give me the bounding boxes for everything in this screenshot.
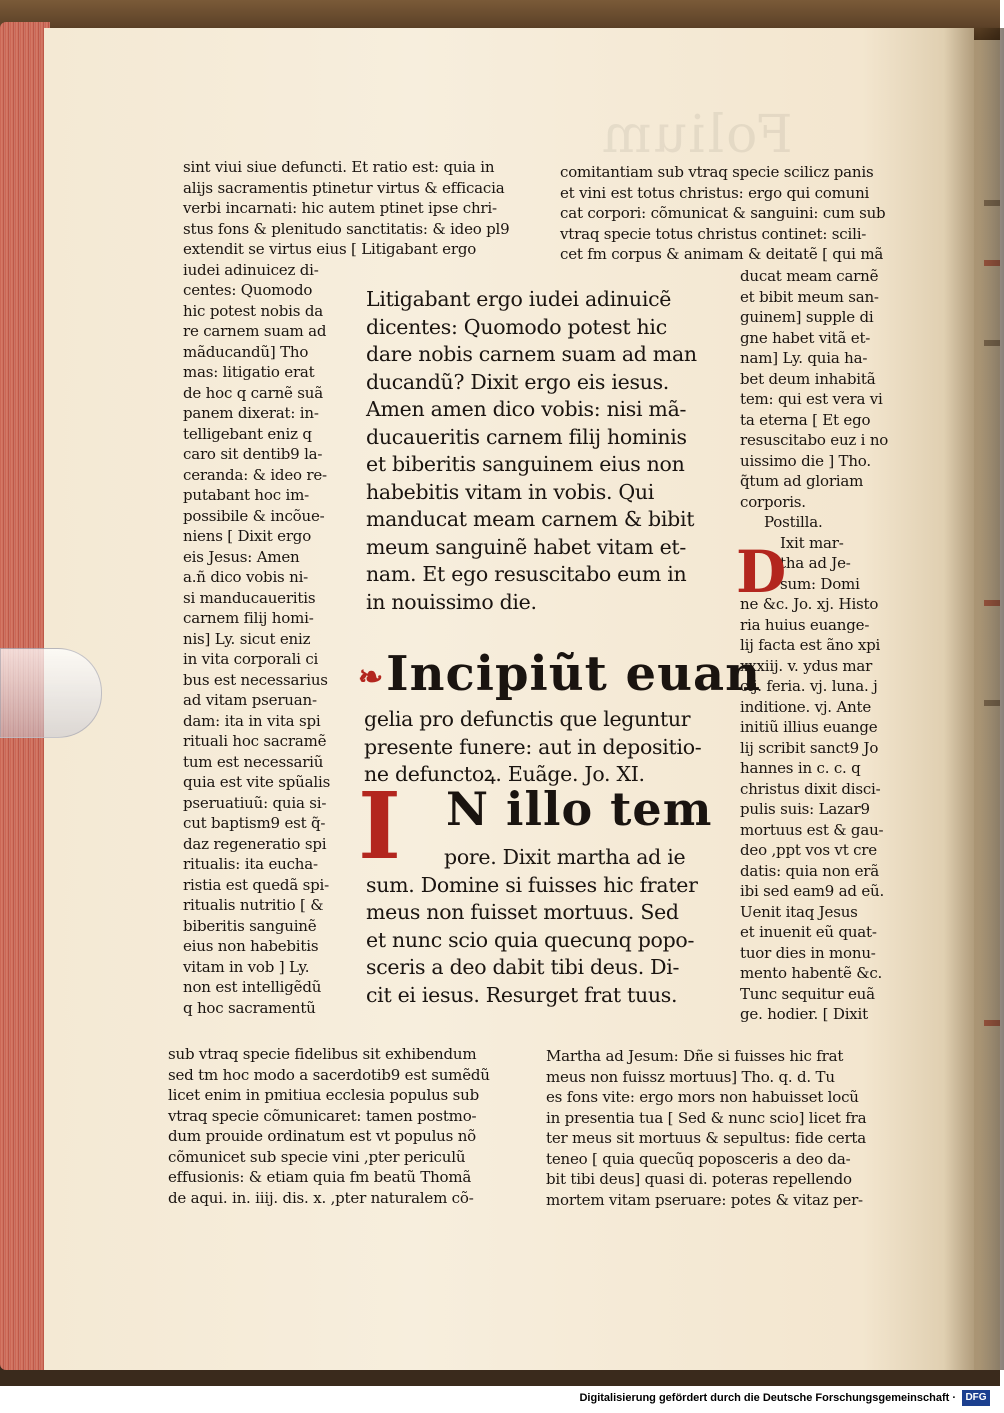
text-line: verbi incarnati: hic autem ptinet ipse chri-	[183, 199, 497, 217]
text-line: lij facta est ãno xpi	[740, 636, 881, 654]
text-line: et vini est totus christus: ergo qui comuni	[560, 183, 870, 202]
gospel-opening: N illo tem	[446, 782, 713, 836]
text-line: Uenit itaq Jesus	[740, 902, 858, 921]
text-line: in nouissimo die.	[366, 589, 537, 614]
text-line: de aqui. in. iiij. dis. x. ,pter naturalem cõ-	[168, 1188, 474, 1207]
text-line: in vita corporali ci	[183, 650, 319, 668]
footer-caption: Digitalisierung gefördert durch die Deutsche Forschungsgemeinschaft ·	[579, 1392, 956, 1404]
text-line: initiũ illius euange	[740, 718, 878, 736]
text-line: ne &c. Jo. xj. Histo	[740, 595, 879, 613]
text-line: tuor dies in monu-	[740, 943, 876, 962]
incipit-subheading	[364, 706, 724, 789]
text-line: eius non habebitis	[183, 937, 319, 955]
text-line: hic potest nobis da	[183, 301, 323, 320]
text-line: presente funere: aut in depositio-	[364, 734, 702, 759]
red-initial-I: I	[358, 772, 402, 880]
text-line: quia est vite spũalis	[183, 773, 331, 791]
text-line: panem dixerat: in-	[183, 404, 319, 422]
text-line: cet fm corpus & animam & deitatẽ [ qui mã	[560, 245, 884, 263]
text-line: ducaueritis carnem filij hominis	[366, 424, 687, 449]
text-line: bus est necessarius	[183, 670, 328, 689]
text-line: ge. hodier. [ Dixit	[740, 1005, 868, 1023]
text-line: et biberitis sanguinem eius non	[366, 452, 685, 476]
text-line: Tunc sequitur euã	[740, 984, 875, 1003]
text-line: non est intelligẽdũ	[183, 978, 322, 996]
text-line: a.ñ dico vobis ni-	[183, 568, 309, 586]
text-line: nam] Ly. quia ha-	[740, 349, 868, 367]
text-line: et nunc scio quia quecunq popo-	[366, 927, 695, 952]
text-line: cõmunicet sub specie vini ,pter periculũ	[168, 1147, 466, 1166]
text-line: si manducaueritis	[183, 588, 316, 607]
text-line: centes: Quomodo	[183, 281, 313, 299]
text-line: inditione. vj. Ante	[740, 697, 872, 716]
text-line: bet deum inhabitã	[740, 369, 876, 388]
text-line: pseruatiuũ: quia si-	[183, 793, 327, 812]
text-line: tum est necessariũ	[183, 752, 324, 771]
text-line: manducat meam carnem & bibit	[366, 507, 695, 531]
text-line: in presentia tua [ Sed & nunc scio] licet fra	[546, 1108, 867, 1127]
rubric-ornament-icon: ❧	[358, 660, 385, 695]
text-line: eis Jesus: Amen	[183, 547, 300, 566]
text-line: resuscitabo euz i no	[740, 431, 889, 449]
text-line: gelia pro defunctis que leguntur	[364, 707, 691, 731]
text-line: ta eterna [ Et ego	[740, 410, 871, 429]
text-line: ne defunctoꝝ. Euãge. Jo. XI.	[364, 762, 645, 786]
text-line: mas: litigatio erat	[183, 363, 315, 381]
text-line: tem: qui est vera vi	[740, 390, 883, 408]
text-line: carnem filij homi-	[183, 609, 314, 627]
text-line: niens [ Dixit ergo	[183, 527, 312, 545]
text-line: vtraq specie cõmunicaret: tamen postmo-	[168, 1106, 477, 1125]
text-line: caro sit dentib9 la-	[183, 445, 323, 463]
text-line: cat corpori: cõmunicat & sanguini: cum sub	[560, 204, 886, 222]
text-line: habebitis vitam in vobis. Qui	[366, 479, 655, 504]
text-line: hannes in c. c. q	[740, 759, 861, 777]
text-line: ristia est quedã spi-	[183, 875, 329, 894]
text-line: nis] Ly. sicut eniz	[183, 629, 311, 648]
text-line: stus fons & plenitudo sanctitatis: & ideo pl9	[183, 219, 510, 238]
text-line: q hoc sacramentũ	[183, 998, 316, 1017]
text-line: uissimo die ] Tho.	[740, 451, 871, 470]
incipit-title: Incipiũt euan	[386, 646, 761, 702]
text-line: q̃tum ad gloriam	[740, 472, 864, 490]
text-line: sint viui siue defuncti. Et ratio est: quia in	[183, 158, 495, 176]
text-line: gne habet vitã et-	[740, 328, 871, 347]
text-line: es fons vite: ergo mors non habuisset locũ	[546, 1088, 859, 1106]
text-line: deo ,ppt vos vt cre	[740, 841, 877, 859]
text-line: Ixit mar-	[780, 533, 844, 552]
text-line: meum sanguinẽ habet vitam et-	[366, 534, 686, 559]
text-line: sum: Domi	[780, 574, 860, 593]
main-text-top	[366, 286, 726, 616]
text-line: mortem vitam pseruare: potes & vitaz per-	[546, 1190, 863, 1209]
text-line: putabant hoc im-	[183, 486, 309, 504]
left-gloss-bottom	[168, 1044, 528, 1208]
text-line: bit tibi deus] quasi di. poteras repellendo	[546, 1170, 852, 1188]
text-line: pulis suis: Lazar9	[740, 800, 870, 818]
text-line: dum prouide ordinatum est vt populus nõ	[168, 1127, 476, 1145]
text-line: pore. Dixit martha ad ie	[444, 845, 686, 869]
text-line: ria huius euange-	[740, 615, 870, 634]
incipit-heading	[358, 646, 761, 702]
text-line: Litigabant ergo iudei adinuicẽ	[366, 287, 672, 311]
text-line: christus dixit disci-	[740, 779, 881, 798]
text-line: nam. Et ego resuscitabo eum in	[366, 562, 687, 586]
page-gutter-shadow	[944, 28, 1004, 1370]
text-line: guinem] supple di	[740, 308, 874, 326]
text-line: datis: quia non erã	[740, 861, 879, 880]
book-clip	[0, 648, 102, 738]
text-line: vtraq specie totus christus continet: scili-	[560, 224, 867, 243]
text-line: teneo [ quia quecũq poposceris a deo da-	[546, 1149, 851, 1168]
text-line: comitantiam sub vtraq specie scilicz panis	[560, 163, 874, 181]
text-line: sed tm hoc modo a sacerdotib9 est sumẽdũ	[168, 1065, 490, 1084]
text-line: Postilla.	[764, 513, 823, 531]
text-line: lij scribit sanct9 Jo	[740, 738, 879, 757]
text-line: corporis.	[740, 492, 806, 511]
text-line: Martha ad Jesum: Dñe si fuisses hic frat	[546, 1047, 844, 1065]
right-gloss-bottom	[546, 1046, 906, 1210]
text-line: Amen amen dico vobis: nisi mã-	[366, 397, 687, 421]
text-line: cut baptism9 est q̃-	[183, 814, 326, 832]
text-line: ritualis: ita eucha-	[183, 855, 318, 873]
text-line: et bibit meum san-	[740, 287, 879, 306]
text-line: tha ad Je-	[780, 554, 851, 572]
text-line: extendit se virtus eius [ Litigabant ergo	[183, 240, 477, 258]
text-line: de hoc q carnẽ suã	[183, 383, 323, 402]
text-line: meus non fuissz mortuus] Tho. q. d. Tu	[546, 1067, 835, 1086]
text-line: biberitis sanguinẽ	[183, 916, 317, 935]
text-line: possibile & incõue-	[183, 506, 325, 525]
text-line: meus non fuisset mortuus. Sed	[366, 900, 679, 924]
text-line: alijs sacramentis ptinetur virtus & efficacia	[183, 178, 505, 197]
right-gloss-top	[560, 162, 910, 265]
text-line: re carnem suam ad	[183, 322, 327, 340]
text-line: xxxiij. v. ydus mar	[740, 656, 873, 675]
text-line: licet enim in pmitiua ecclesia populus sub	[168, 1086, 479, 1104]
text-line: vitam in vob ] Ly.	[183, 957, 310, 976]
show-through-header: Folium	[600, 105, 793, 165]
text-line: ceranda: & ideo re-	[183, 465, 327, 484]
dfg-logo: DFG	[962, 1390, 990, 1406]
text-line: sum. Domine si fuisses hic frater	[366, 872, 698, 897]
text-line: cij. feria. vj. luna. j	[740, 677, 878, 695]
text-line: ad vitam pseruan-	[183, 691, 317, 709]
text-line: ritualis nutritio [ &	[183, 896, 324, 914]
text-line: dicentes: Quomodo potest hic	[366, 314, 667, 339]
text-line: dam: ita in vita spi	[183, 711, 321, 730]
text-line: mento habentẽ &c.	[740, 964, 883, 982]
text-line: ter meus sit mortuus & sepultus: fide certa	[546, 1129, 866, 1147]
text-line: mortuus est & gau-	[740, 820, 884, 839]
text-line: ducat meam carnẽ	[740, 267, 879, 285]
text-line: ibi sed eam9 ad eũ.	[740, 882, 885, 900]
text-line: sceris a deo dabit tibi deus. Di-	[366, 955, 680, 979]
text-line: mãducandũ] Tho	[183, 342, 309, 361]
text-line: effusionis: & etiam quia fm beatũ Thomã	[168, 1168, 472, 1186]
text-line: iudei adinuicez di-	[183, 260, 319, 279]
text-line: dare nobis carnem suam ad man	[366, 342, 697, 366]
right-gloss-column	[740, 266, 910, 1025]
footer-bar	[0, 1386, 1000, 1413]
text-line: sub vtraq specie fidelibus sit exhibendum	[168, 1045, 477, 1063]
red-initial-D: D	[736, 538, 787, 606]
text-line: daz regeneratio spi	[183, 834, 327, 853]
text-line: et inuenit eũ quat-	[740, 923, 877, 941]
main-text-bottom	[366, 844, 726, 1009]
text-line: cit ei iesus. Resurget frat tuus.	[366, 982, 678, 1007]
text-line: telligebant eniz q	[183, 424, 312, 443]
text-line: ducandũ? Dixit ergo eis iesus.	[366, 369, 670, 394]
text-line: rituali hoc sacramẽ	[183, 732, 327, 750]
